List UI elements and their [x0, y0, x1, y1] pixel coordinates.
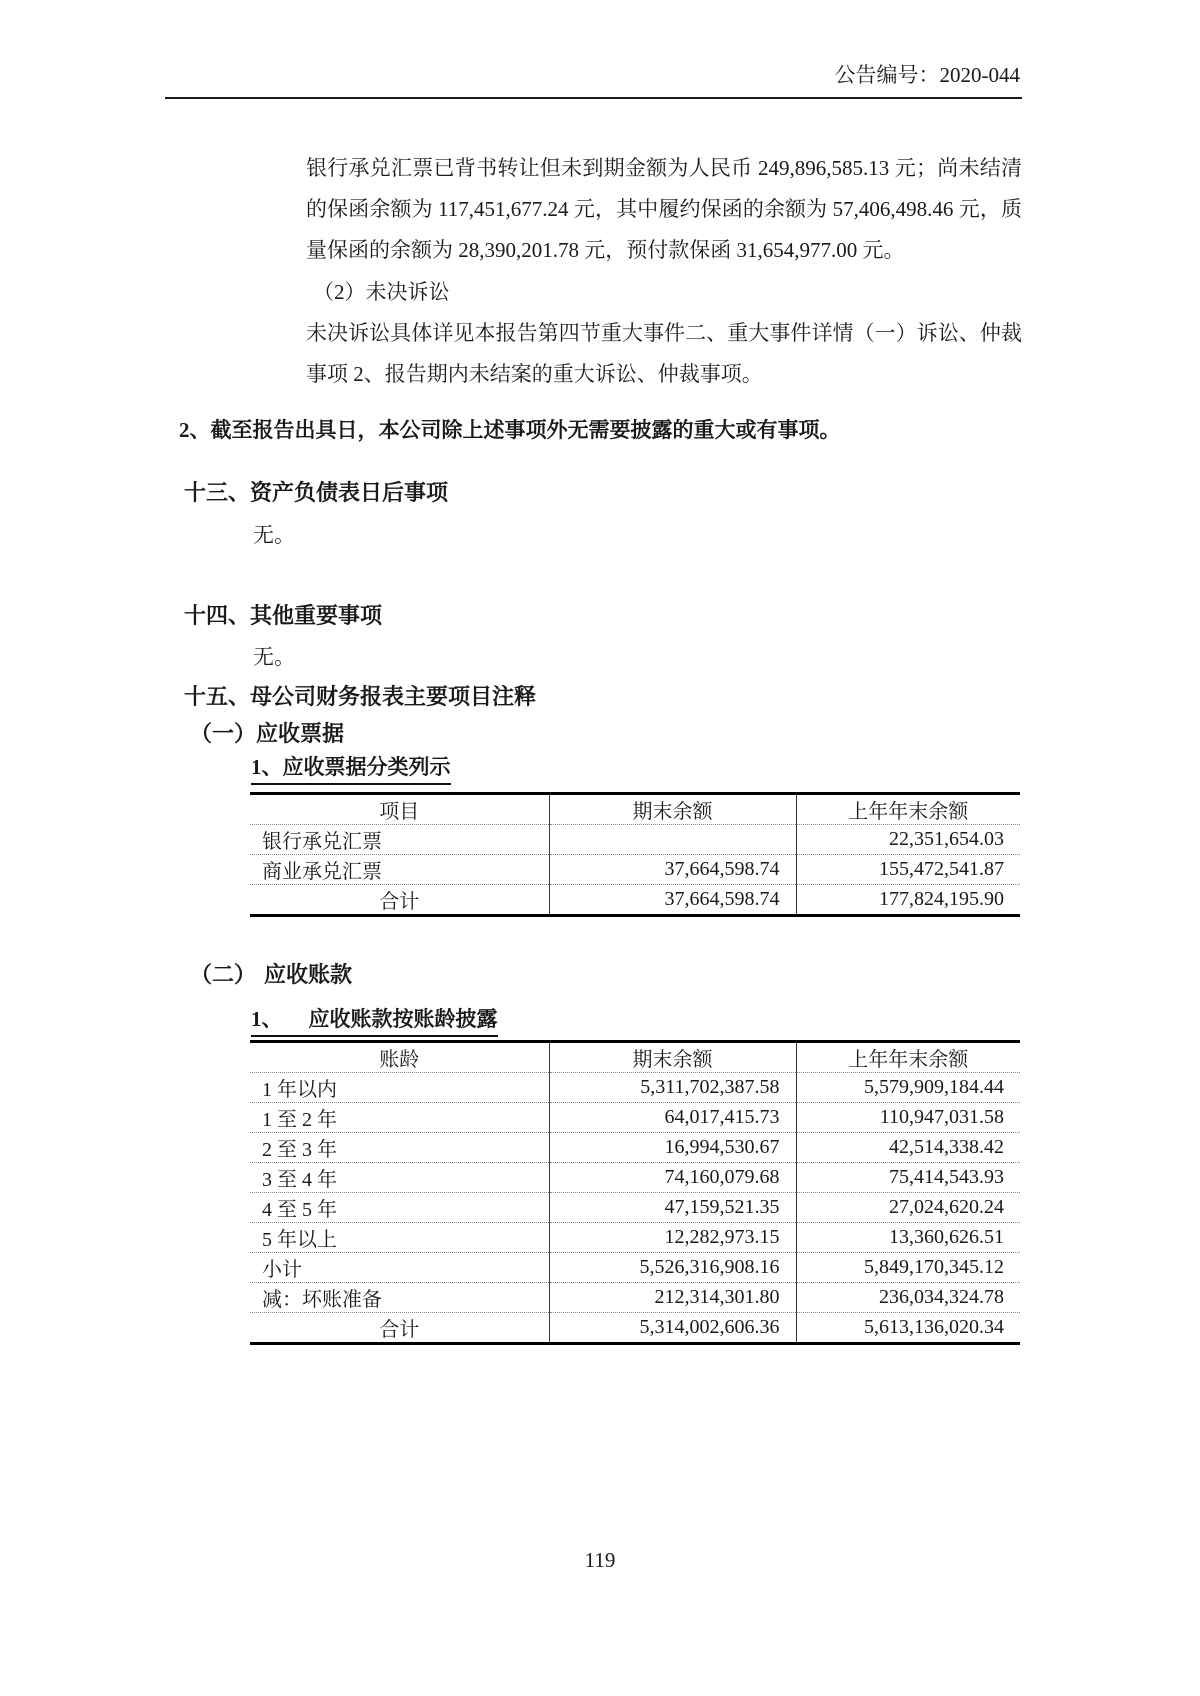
cell-prior: 5,849,170,345.12 [796, 1253, 1020, 1283]
paragraph-bank-acceptance: 银行承兑汇票已背书转让但未到期金额为人民币 249,896,585.13 元；尚未结清的保函余额为 117,451,677.24 元，其中履约保函的余额为 57,406,498.46 元，质量保函的余额为 28,390,201.78 元，预付款保函 31,654,977.00 元。 [306, 156, 1022, 262]
table-row [250, 1133, 1020, 1163]
table-row [250, 1253, 1020, 1283]
receivable-notes-table [250, 792, 1020, 917]
column-header-ending-balance: 期末余额 [549, 794, 796, 825]
doc-header [0, 0, 1200, 90]
cell-label: 减：坏账准备 [250, 1283, 549, 1313]
table-header-row [250, 794, 1020, 825]
cell-prior: 110,947,031.58 [796, 1103, 1020, 1133]
header-rule [165, 97, 1022, 99]
cell-prior: 22,351,654.03 [796, 825, 1020, 855]
cell-prior: 5,613,136,020.34 [796, 1313, 1020, 1344]
cell-prior: 42,514,338.42 [796, 1133, 1020, 1163]
cell-current: 47,159,521.35 [549, 1193, 796, 1223]
paragraph-litigation-detail: 未决诉讼具体详见本报告第四节重大事件二、重大事件详情（一）诉讼、仲裁事项 2、报告期内未结案的重大诉讼、仲裁事项。 [306, 321, 1022, 386]
column-header-prior-year-balance: 上年年末余额 [796, 794, 1020, 825]
table-header-row [250, 1042, 1020, 1073]
column-header-ending-balance: 期末余额 [549, 1042, 796, 1073]
receivable-aging-table [250, 1040, 1020, 1345]
cell-current: 5,314,002,606.36 [549, 1313, 796, 1344]
cell-prior: 155,472,541.87 [796, 855, 1020, 885]
table2-title-number: 1、 [251, 1007, 283, 1031]
cell-label: 合计 [379, 1319, 420, 1341]
cell-label: 5 年以上 [250, 1223, 549, 1253]
table2-title-label: 应收账款按账龄披露 [308, 1007, 498, 1031]
page-number: 119 [584, 1548, 616, 1572]
cell-prior: 5,579,909,184.44 [796, 1073, 1020, 1103]
section-13-title: 十三、资产负债表日后事项 [184, 480, 449, 505]
cell-current: 37,664,598.74 [549, 855, 796, 885]
cell-current: 74,160,079.68 [549, 1163, 796, 1193]
subsection-receivable-notes-title: （一）应收票据 [190, 721, 345, 746]
section-14-title: 十四、其他重要事项 [184, 603, 383, 628]
table2-title [251, 1004, 1200, 1037]
cell-prior: 75,414,543.93 [796, 1163, 1020, 1193]
cell-prior: 13,360,626.51 [796, 1223, 1020, 1253]
cell-label: 1 年以内 [250, 1073, 549, 1103]
cell-current [549, 825, 796, 855]
cell-label: 商业承兑汇票 [250, 855, 549, 885]
column-header-aging: 账龄 [250, 1042, 549, 1073]
cell-label: 4 至 5 年 [250, 1193, 549, 1223]
subsection-2-label: （二） [190, 962, 257, 987]
table-row [250, 1223, 1020, 1253]
cell-label: 小计 [250, 1253, 549, 1283]
item-2-no-other-matters: 2、截至报告出具日，本公司除上述事项外无需要披露的重大或有事项。 [179, 418, 841, 442]
table-row [250, 855, 1020, 885]
table-row [250, 1283, 1020, 1313]
column-header-prior-year-balance: 上年年末余额 [796, 1042, 1020, 1073]
item-pending-litigation-label: （2）未决诉讼 [313, 280, 450, 304]
subsection-2-text: 应收账款 [264, 962, 353, 987]
table2-title-text [251, 1004, 498, 1037]
table1-title-text: 1、应收票据分类列示 [251, 752, 451, 785]
subsection-accounts-receivable-title [190, 959, 1200, 991]
cell-prior: 177,824,195.90 [796, 885, 1020, 916]
cell-current: 5,311,702,387.58 [549, 1073, 796, 1103]
cell-label: 合计 [379, 891, 420, 913]
table-row [250, 1193, 1020, 1223]
table-row [250, 885, 1020, 916]
cell-current: 12,282,973.15 [549, 1223, 796, 1253]
cell-label: 1 至 2 年 [250, 1103, 549, 1133]
table-row [250, 1313, 1020, 1344]
doc-number: 公告编号：2020-044 [834, 63, 1020, 87]
section-13-body: 无。 [253, 523, 295, 547]
column-header-item: 项目 [250, 794, 549, 825]
cell-label: 2 至 3 年 [250, 1133, 549, 1163]
section-15-title: 十五、母公司财务报表主要项目注释 [184, 684, 537, 709]
table-row [250, 1073, 1020, 1103]
cell-current: 37,664,598.74 [549, 885, 796, 916]
section-14-body: 无。 [253, 645, 295, 669]
cell-prior: 27,024,620.24 [796, 1193, 1020, 1223]
table-row [250, 1103, 1020, 1133]
cell-current: 5,526,316,908.16 [549, 1253, 796, 1283]
cell-current: 64,017,415.73 [549, 1103, 796, 1133]
cell-current: 212,314,301.80 [549, 1283, 796, 1313]
cell-label: 3 至 4 年 [250, 1163, 549, 1193]
cell-prior: 236,034,324.78 [796, 1283, 1020, 1313]
table-row [250, 1163, 1020, 1193]
cell-label: 银行承兑汇票 [250, 825, 549, 855]
table1-title [251, 752, 1200, 785]
table-row [250, 825, 1020, 855]
cell-current: 16,994,530.67 [549, 1133, 796, 1163]
